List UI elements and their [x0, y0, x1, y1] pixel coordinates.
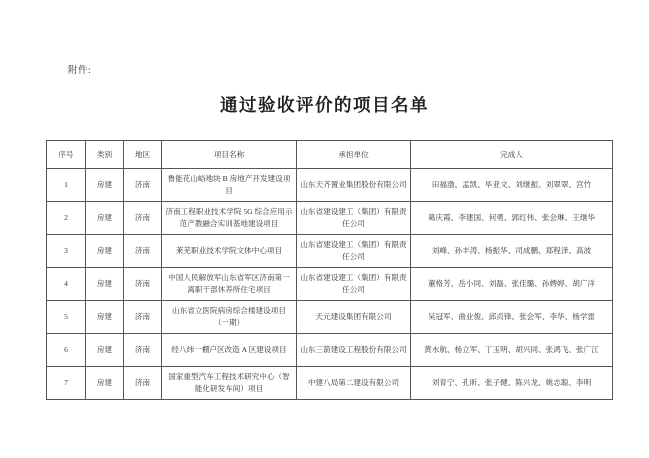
table-row: [47, 268, 613, 301]
cell-completers: 刘峰、孙丰涛、杨振华、司成鹏、郑程泽、高波: [411, 235, 613, 268]
table-row: [47, 235, 613, 268]
cell-project-name: 莱芜职业技术学院文体中心项目: [162, 235, 297, 268]
cell-category: 房建: [86, 301, 124, 334]
col-header-project-name: 项目名称: [162, 141, 297, 169]
table-row: [47, 334, 613, 367]
cell-index: 5: [47, 301, 86, 334]
cell-completers: 吴冠军、曲业俊、邱贞锋、张会军、李华、杨学雷: [411, 301, 613, 334]
col-header-category: 类别: [86, 141, 124, 169]
cell-project-name: 中国人民解放军山东省军区济南第一离职干部休养所住宅项目: [162, 268, 297, 301]
cell-category: 房建: [86, 169, 124, 202]
cell-index: 7: [47, 367, 86, 400]
cell-region: 济南: [124, 367, 162, 400]
cell-index: 4: [47, 268, 86, 301]
attachment-label: 附件:: [68, 66, 92, 76]
cell-completers: 董格芳、岳小同、刘磊、张佳璐、孙娉婷、胡广洋: [411, 268, 613, 301]
cell-project-name: 山东省立医院病房综合楼建设项目（一期）: [162, 301, 297, 334]
cell-undertaking-unit: 山东省建设建工（集团）有限责任公司: [297, 202, 411, 235]
cell-index: 2: [47, 202, 86, 235]
table-row: [47, 202, 613, 235]
cell-category: 房建: [86, 235, 124, 268]
cell-completers: 黄水航、杨立军、丁玉明、胡兴同、张鸿飞、张广江: [411, 334, 613, 367]
table-header-row: [47, 141, 613, 169]
col-header-completers: 完成人: [411, 141, 613, 169]
cell-undertaking-unit: 山东省建设建工（集团）有限责任公司: [297, 235, 411, 268]
cell-category: 房建: [86, 268, 124, 301]
cell-index: 1: [47, 169, 86, 202]
cell-completers: 田福渤、孟凯、毕亚文、刘继振、刘翠翠、宫竹: [411, 169, 613, 202]
col-header-undertaking-unit: 承担单位: [297, 141, 411, 169]
cell-index: 6: [47, 334, 86, 367]
cell-undertaking-unit: 中建八局第二建设有限公司: [297, 367, 411, 400]
cell-completers: 葛庆霞、李建国、何勇、郭红伟、张会琳、王继华: [411, 202, 613, 235]
cell-undertaking-unit: 山东天齐置业集团股份有限公司: [297, 169, 411, 202]
cell-completers: 刘育宁、孔昕、张子健、陈兴龙、姚志聪、李明: [411, 367, 613, 400]
cell-project-name: 济南工程职业技术学院 5G 综合应用示范产教融合实训基地建设项目: [162, 202, 297, 235]
cell-region: 济南: [124, 202, 162, 235]
page-title: 通过验收评价的项目名单: [220, 95, 429, 115]
cell-region: 济南: [124, 235, 162, 268]
cell-index: 3: [47, 235, 86, 268]
cell-project-name: 国家重型汽车工程技术研究中心（智能化研发车间）项目: [162, 367, 297, 400]
cell-undertaking-unit: 山东三箭建设工程股份有限公司: [297, 334, 411, 367]
cell-region: 济南: [124, 268, 162, 301]
col-header-index: 序号: [47, 141, 86, 169]
cell-region: 济南: [124, 334, 162, 367]
cell-region: 济南: [124, 169, 162, 202]
cell-category: 房建: [86, 334, 124, 367]
cell-project-name: 经八纬一棚户区改造 A 区建设项目: [162, 334, 297, 367]
table-row: [47, 301, 613, 334]
cell-undertaking-unit: 山东省建设建工（集团）有限责任公司: [297, 268, 411, 301]
table-row: [47, 169, 613, 202]
projects-table: [46, 140, 613, 400]
cell-category: 房建: [86, 367, 124, 400]
cell-category: 房建: [86, 202, 124, 235]
cell-project-name: 鲁能花山峪地块 B 房地产开发建设项目: [162, 169, 297, 202]
cell-region: 济南: [124, 301, 162, 334]
col-header-region: 地区: [124, 141, 162, 169]
table-row: [47, 367, 613, 400]
cell-undertaking-unit: 天元建设集团有限公司: [297, 301, 411, 334]
